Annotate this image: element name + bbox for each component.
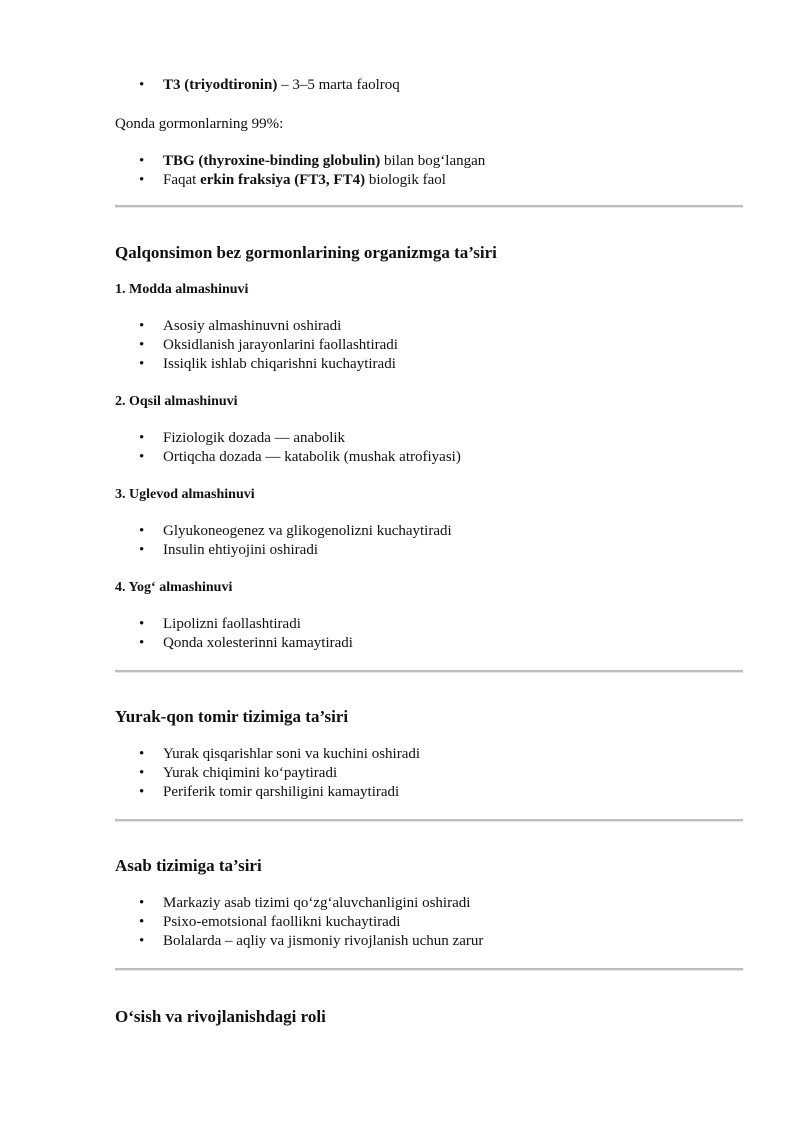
subsection-title-metabolism: 1. Modda almashinuvi <box>115 282 249 297</box>
text-free-rest: biologik faol <box>365 172 446 188</box>
list-item: • Psixo-emotsional faollikni kuchaytiradi <box>139 913 745 932</box>
metabolism-list <box>115 317 745 374</box>
term-free-fraction: erkin fraksiya (FT3, FT4) <box>200 172 366 188</box>
list-item: • Periferik tomir qarshiligini kamaytiradi <box>139 783 745 802</box>
list-item: • Issiqlik ishlab chiqarishni kuchaytiradi <box>139 355 745 374</box>
section-title-growth: O‘sish va rivojlanishdagi roli <box>115 1007 326 1026</box>
protein-list <box>115 429 745 467</box>
hormone-activity-list <box>115 76 745 95</box>
list-item: • Bolalarda – aqliy va jismoniy rivojlanish uchun zarur <box>139 932 745 951</box>
list-item: • Insulin ehtiyojini oshiradi <box>139 541 745 560</box>
text-tbg-rest: bilan bog‘langan <box>380 153 486 169</box>
document-content <box>115 72 745 1028</box>
list-item: • Asosiy almashinuvni oshiradi <box>139 317 745 336</box>
carbohydrate-list <box>115 522 745 560</box>
section-title-effects: Qalqonsimon bez gormonlarining organizmga ta’siri <box>115 243 497 262</box>
text-t3-rest: – 3–5 marta faolroq <box>277 77 400 93</box>
fat-list <box>115 615 745 653</box>
term-tbg: TBG (thyroxine-binding globulin) <box>163 153 381 169</box>
list-item: • Glyukoneogenez va glikogenolizni kuchaytiradi <box>139 522 745 541</box>
list-item: • Fiziologik dozada — anabolik <box>139 429 745 448</box>
cardiovascular-list <box>115 745 745 802</box>
list-item: • Markaziy asab tizimi qo‘zg‘aluvchanligini oshiradi <box>139 894 745 913</box>
list-item-tbg <box>139 152 745 171</box>
section-divider <box>115 670 743 672</box>
list-item: • Qonda xolesterinni kamaytiradi <box>139 634 745 653</box>
blood-binding-list <box>115 152 745 190</box>
list-item: • Yurak chiqimini ko‘paytiradi <box>139 764 745 783</box>
subsection-title-fat: 4. Yog‘ almashinuvi <box>115 580 233 595</box>
list-item: • Lipolizni faollashtiradi <box>139 615 745 634</box>
list-item: • Oksidlanish jarayonlarini faollashtiradi <box>139 336 745 355</box>
list-item-t3 <box>139 76 745 95</box>
text-free-prefix: Faqat <box>163 172 201 188</box>
list-item: • Yurak qisqarishlar soni va kuchini oshiradi <box>139 745 745 764</box>
list-item: • Ortiqcha dozada — katabolik (mushak atrofiyasi) <box>139 448 745 467</box>
nervous-system-list <box>115 894 745 951</box>
list-item-free-fraction <box>139 171 745 190</box>
subsection-title-protein: 2. Oqsil almashinuvi <box>115 394 238 409</box>
section-divider <box>115 968 743 970</box>
section-divider <box>115 205 743 207</box>
blood-hormones-intro: Qonda gormonlarning 99%: <box>115 116 284 132</box>
subsection-title-carbohydrate: 3. Uglevod almashinuvi <box>115 487 255 502</box>
section-title-cardiovascular: Yurak-qon tomir tizimiga ta’siri <box>115 707 349 726</box>
section-divider <box>115 819 743 821</box>
term-t3: T3 (triyodtironin) <box>163 77 278 93</box>
section-title-nervous-system: Asab tizimiga ta’siri <box>115 856 262 875</box>
